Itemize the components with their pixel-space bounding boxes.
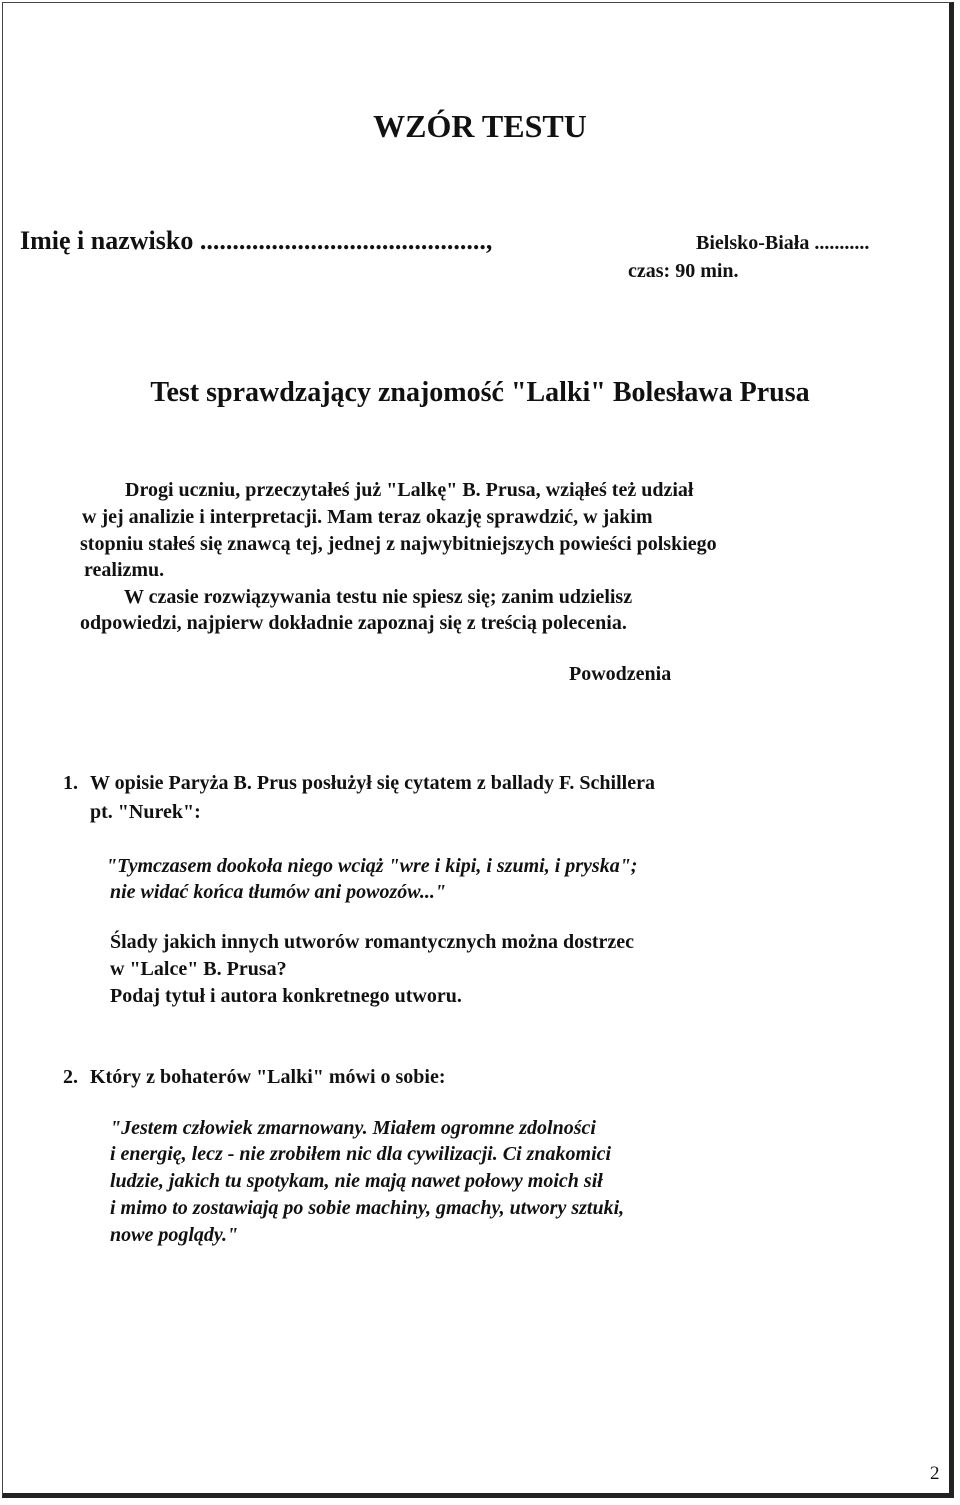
intro-line: odpowiedzi, najpierw dokładnie zapoznaj się z treścią polecenia.	[80, 612, 627, 634]
quote-line: ludzie, jakich tu spotykam, nie mają nawet połowy moich sił	[110, 1170, 603, 1192]
intro-line: W czasie rozwiązywania testu nie spiesz się; zanim udzielisz	[124, 586, 633, 608]
quote-line: nie widać końca tłumów ani powozów..."	[110, 881, 446, 903]
intro-line: Drogi uczniu, przeczytałeś już "Lalkę" B. Prusa, wziąłeś też udział	[125, 479, 694, 501]
test-subtitle: Test sprawdzający znajomość "Lalki" Bolesława Prusa	[150, 377, 810, 408]
quote-line: "Jestem człowiek zmarnowany. Miałem ogromne zdolności	[110, 1117, 596, 1139]
task-line: Podaj tytuł i autora konkretnego utworu.	[110, 985, 462, 1007]
question-number: 2.	[63, 1066, 78, 1088]
quote-line: i mimo to zostawiają po sobie machiny, gmachy, utwory sztuki,	[110, 1197, 625, 1219]
name-field-label: Imię i nazwisko ............................................,	[20, 226, 493, 255]
time-limit: czas: 90 min.	[628, 260, 739, 282]
question-prompt-line: pt. "Nurek":	[90, 801, 201, 823]
closing-greeting: Powodzenia	[569, 663, 672, 685]
task-line: Ślady jakich innych utworów romantycznych można dostrzec	[110, 931, 635, 953]
page-number: 2	[930, 1463, 940, 1484]
page-title: WZÓR TESTU	[373, 108, 587, 144]
quote-line: "Tymczasem dookoła niego wciąż "wre i kipi, i szumi, i pryska";	[106, 855, 638, 877]
question-prompt-line: W opisie Paryża B. Prus posłużył się cytatem z ballady F. Schillera	[90, 772, 655, 794]
place-date-field: Bielsko-Biała ...........	[696, 232, 870, 254]
intro-line: w jej analizie i interpretacji. Mam teraz okazję sprawdzić, w jakim	[82, 506, 653, 528]
intro-line: realizmu.	[84, 559, 165, 581]
question-number: 1.	[63, 772, 78, 794]
quote-line: i energię, lecz - nie zrobiłem nic dla cywilizacji. Ci znakomici	[110, 1143, 612, 1165]
quote-line: nowe poglądy."	[110, 1224, 239, 1246]
intro-line: stopniu stałeś się znawcą tej, jednej z najwybitniejszych powieści polskiego	[80, 533, 717, 555]
question-prompt-line: Który z bohaterów "Lalki" mówi o sobie:	[90, 1066, 446, 1088]
task-line: w "Lalce" B. Prusa?	[110, 958, 287, 980]
